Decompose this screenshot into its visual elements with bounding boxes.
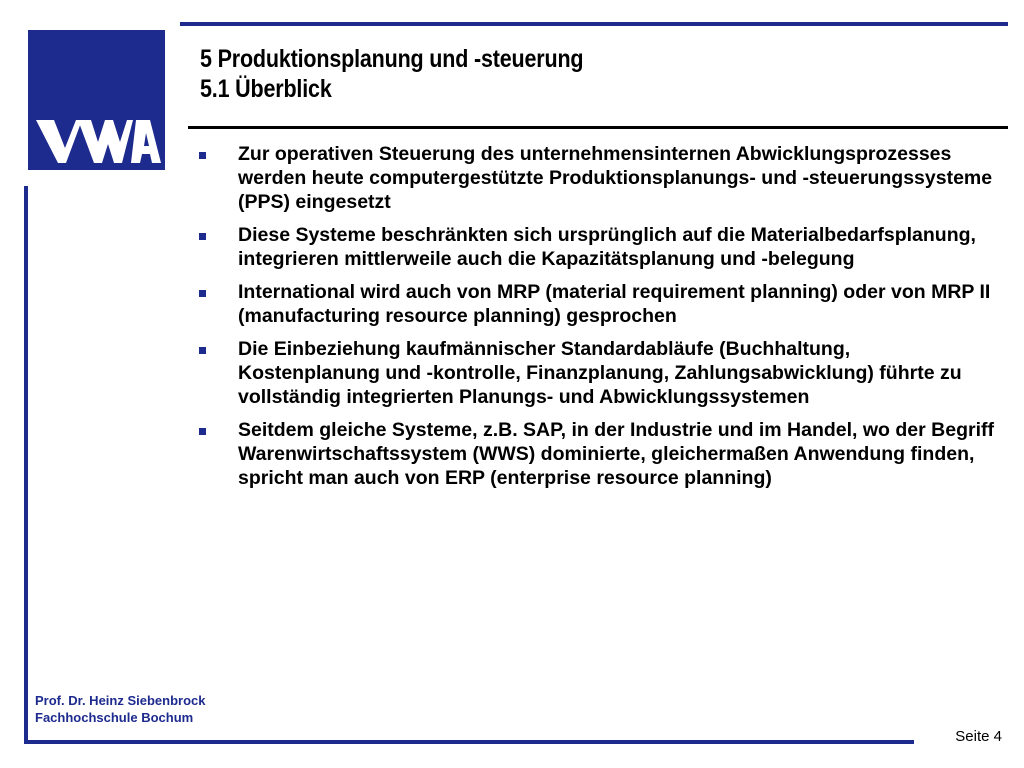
square-bullet-icon	[199, 152, 206, 159]
square-bullet-icon	[199, 428, 206, 435]
vwa-logo	[28, 30, 165, 170]
bullet-item	[196, 418, 996, 490]
bullet-item	[196, 280, 996, 328]
left-rule	[24, 186, 28, 744]
bullet-list	[196, 142, 996, 499]
bullet-item	[196, 142, 996, 214]
title-rule	[188, 126, 1008, 129]
institution-name: Fachhochschule Bochum	[35, 710, 194, 725]
title-line-section: 5.1 Überblick	[200, 75, 332, 103]
top-rule	[180, 22, 1008, 26]
square-bullet-icon	[199, 233, 206, 240]
bullet-text: Seitdem gleiche Systeme, z.B. SAP, in der Industrie und im Handel, wo der Begriff Warenwirtschaftssystem (WWS) dominierte, gleichermaßen Anwendung finden, spricht man auch von ERP (enterprise resource planning)	[238, 419, 994, 489]
footer-author-block	[35, 692, 206, 726]
slide-title	[200, 44, 888, 104]
title-line-chapter: 5 Produktionsplanung und -steuerung	[200, 45, 584, 73]
bottom-rule	[24, 740, 914, 744]
bullet-text: Diese Systeme beschränkten sich ursprünglich auf die Materialbedarfsplanung, integrieren mittlerweile auch die Kapazitätsplanung und -belegung	[238, 224, 976, 270]
bullet-text: Zur operativen Steuerung des unternehmensinternen Abwicklungsprozesses werden heute computergestützte Produktionsplanungs- und -steuerungssysteme (PPS) eingesetzt	[238, 143, 993, 213]
bullet-item	[196, 337, 996, 409]
bullet-text: International wird auch von MRP (material requirement planning) oder von MRP II (manufacturing resource planning) gesprochen	[238, 281, 991, 327]
bullet-text: Die Einbeziehung kaufmännischer Standardabläufe (Buchhaltung, Kostenplanung und -kontrolle, Finanzplanung, Zahlungsabwicklung) führte zu vollständig integrierten Planungs- und Abwicklungssystemen	[238, 338, 962, 408]
author-name: Prof. Dr. Heinz Siebenbrock	[35, 693, 206, 708]
bullet-item	[196, 223, 996, 271]
square-bullet-icon	[199, 347, 206, 354]
page-number: Seite 4	[955, 728, 1002, 745]
square-bullet-icon	[199, 290, 206, 297]
